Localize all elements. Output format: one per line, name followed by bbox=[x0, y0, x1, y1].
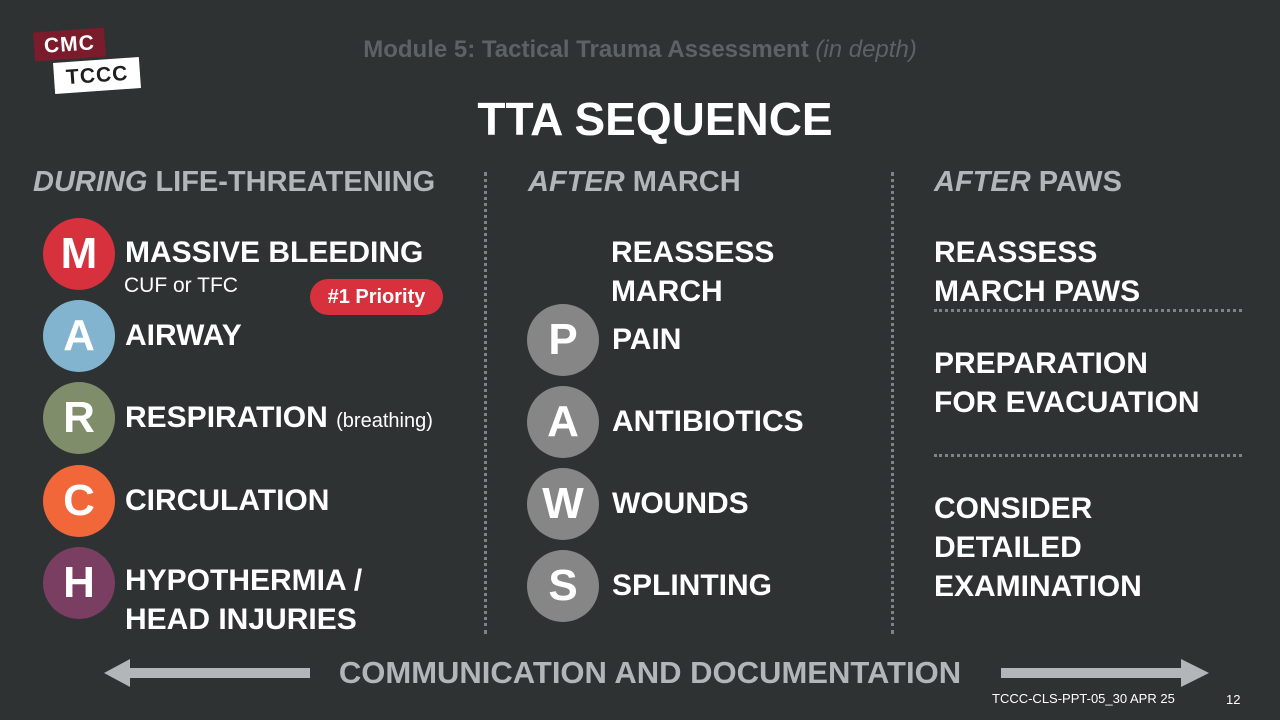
march-letter: C bbox=[63, 476, 95, 525]
march-circle-a bbox=[43, 300, 115, 372]
column-header-rest: MARCH bbox=[624, 166, 741, 198]
after-paws-line: CONSIDER bbox=[934, 492, 1093, 525]
march-label-line1: HYPOTHERMIA / bbox=[125, 564, 363, 597]
march-circle-r bbox=[43, 382, 115, 454]
paws-label-wounds: WOUNDS bbox=[612, 487, 749, 520]
march-circle-c bbox=[43, 465, 115, 537]
after-paws-line: MARCH PAWS bbox=[934, 275, 1141, 308]
paws-letter: S bbox=[548, 561, 578, 610]
column-header-emph: AFTER bbox=[934, 166, 1031, 198]
paws-letter: W bbox=[542, 479, 584, 528]
after-paws-line: FOR EVACUATION bbox=[934, 386, 1200, 419]
priority-badge: #1 Priority bbox=[310, 279, 443, 315]
paws-label-pain: PAIN bbox=[612, 323, 682, 356]
march-circle-m bbox=[43, 218, 115, 290]
page-number: 12 bbox=[1226, 692, 1241, 707]
module-title-text: Module 5: Tactical Trauma Assessment bbox=[363, 36, 809, 63]
column-header-rest: PAWS bbox=[1030, 166, 1122, 198]
column-header-emph: DURING bbox=[33, 166, 148, 198]
arrow-right-icon bbox=[1001, 657, 1209, 689]
after-paws-line: EXAMINATION bbox=[934, 570, 1142, 603]
page-title: TTA SEQUENCE bbox=[477, 93, 833, 145]
logo-cmc: CMC bbox=[33, 28, 106, 62]
march-letter: A bbox=[63, 311, 95, 360]
column-divider bbox=[891, 172, 894, 634]
module-title-sub: (in depth) bbox=[815, 36, 917, 63]
march-label-airway: AIRWAY bbox=[125, 319, 242, 352]
march-sublabel-cuf-tfc: CUF or TFC bbox=[124, 274, 238, 297]
reassess-march-line1: REASSESS bbox=[611, 236, 775, 269]
column-header-emph: AFTER bbox=[528, 166, 625, 198]
after-paws-preparation bbox=[934, 344, 1200, 422]
paws-label-antibiotics: ANTIBIOTICS bbox=[612, 405, 804, 438]
paws-circle-s bbox=[527, 550, 599, 622]
after-paws-reassess bbox=[934, 233, 1140, 311]
reassess-march-label bbox=[611, 233, 774, 311]
march-letter: H bbox=[63, 558, 95, 607]
row-divider bbox=[934, 454, 1242, 457]
march-label-respiration-text: RESPIRATION bbox=[125, 401, 328, 434]
paws-letter: A bbox=[547, 397, 579, 446]
after-paws-line: PREPARATION bbox=[934, 347, 1148, 380]
column-header-rest: LIFE-THREATENING bbox=[147, 166, 436, 198]
row-divider bbox=[934, 309, 1242, 312]
march-letter: M bbox=[60, 229, 98, 278]
paws-circle-p bbox=[527, 304, 599, 376]
march-circle-h bbox=[43, 547, 115, 619]
march-label-line2: HEAD INJURIES bbox=[125, 603, 357, 636]
reassess-march-line2: MARCH bbox=[611, 275, 723, 308]
document-code: TCCC-CLS-PPT-05_30 APR 25 bbox=[992, 691, 1175, 706]
module-title bbox=[0, 36, 1280, 64]
column-header-during bbox=[33, 166, 435, 199]
column-header-after-paws bbox=[934, 166, 1122, 199]
paws-circle-w bbox=[527, 468, 599, 540]
march-label-respiration bbox=[125, 398, 433, 441]
paws-label-splinting: SPLINTING bbox=[612, 569, 773, 602]
after-paws-line: REASSESS bbox=[934, 236, 1098, 269]
paws-letter: P bbox=[548, 315, 578, 364]
march-label-respiration-small: (breathing) bbox=[336, 410, 433, 432]
march-label-massive-bleeding: MASSIVE BLEEDING bbox=[125, 236, 424, 269]
paws-circle-a bbox=[527, 386, 599, 458]
after-paws-consider bbox=[934, 489, 1142, 606]
march-label-hypothermia bbox=[125, 561, 362, 639]
march-label-circulation: CIRCULATION bbox=[125, 484, 330, 517]
logo-tccc: TCCC bbox=[53, 57, 141, 94]
column-header-after-march bbox=[528, 166, 741, 199]
after-paws-line: DETAILED bbox=[934, 531, 1082, 564]
column-divider bbox=[484, 172, 487, 634]
communication-banner: COMMUNICATION AND DOCUMENTATION bbox=[338, 655, 962, 690]
march-letter: R bbox=[63, 393, 95, 442]
